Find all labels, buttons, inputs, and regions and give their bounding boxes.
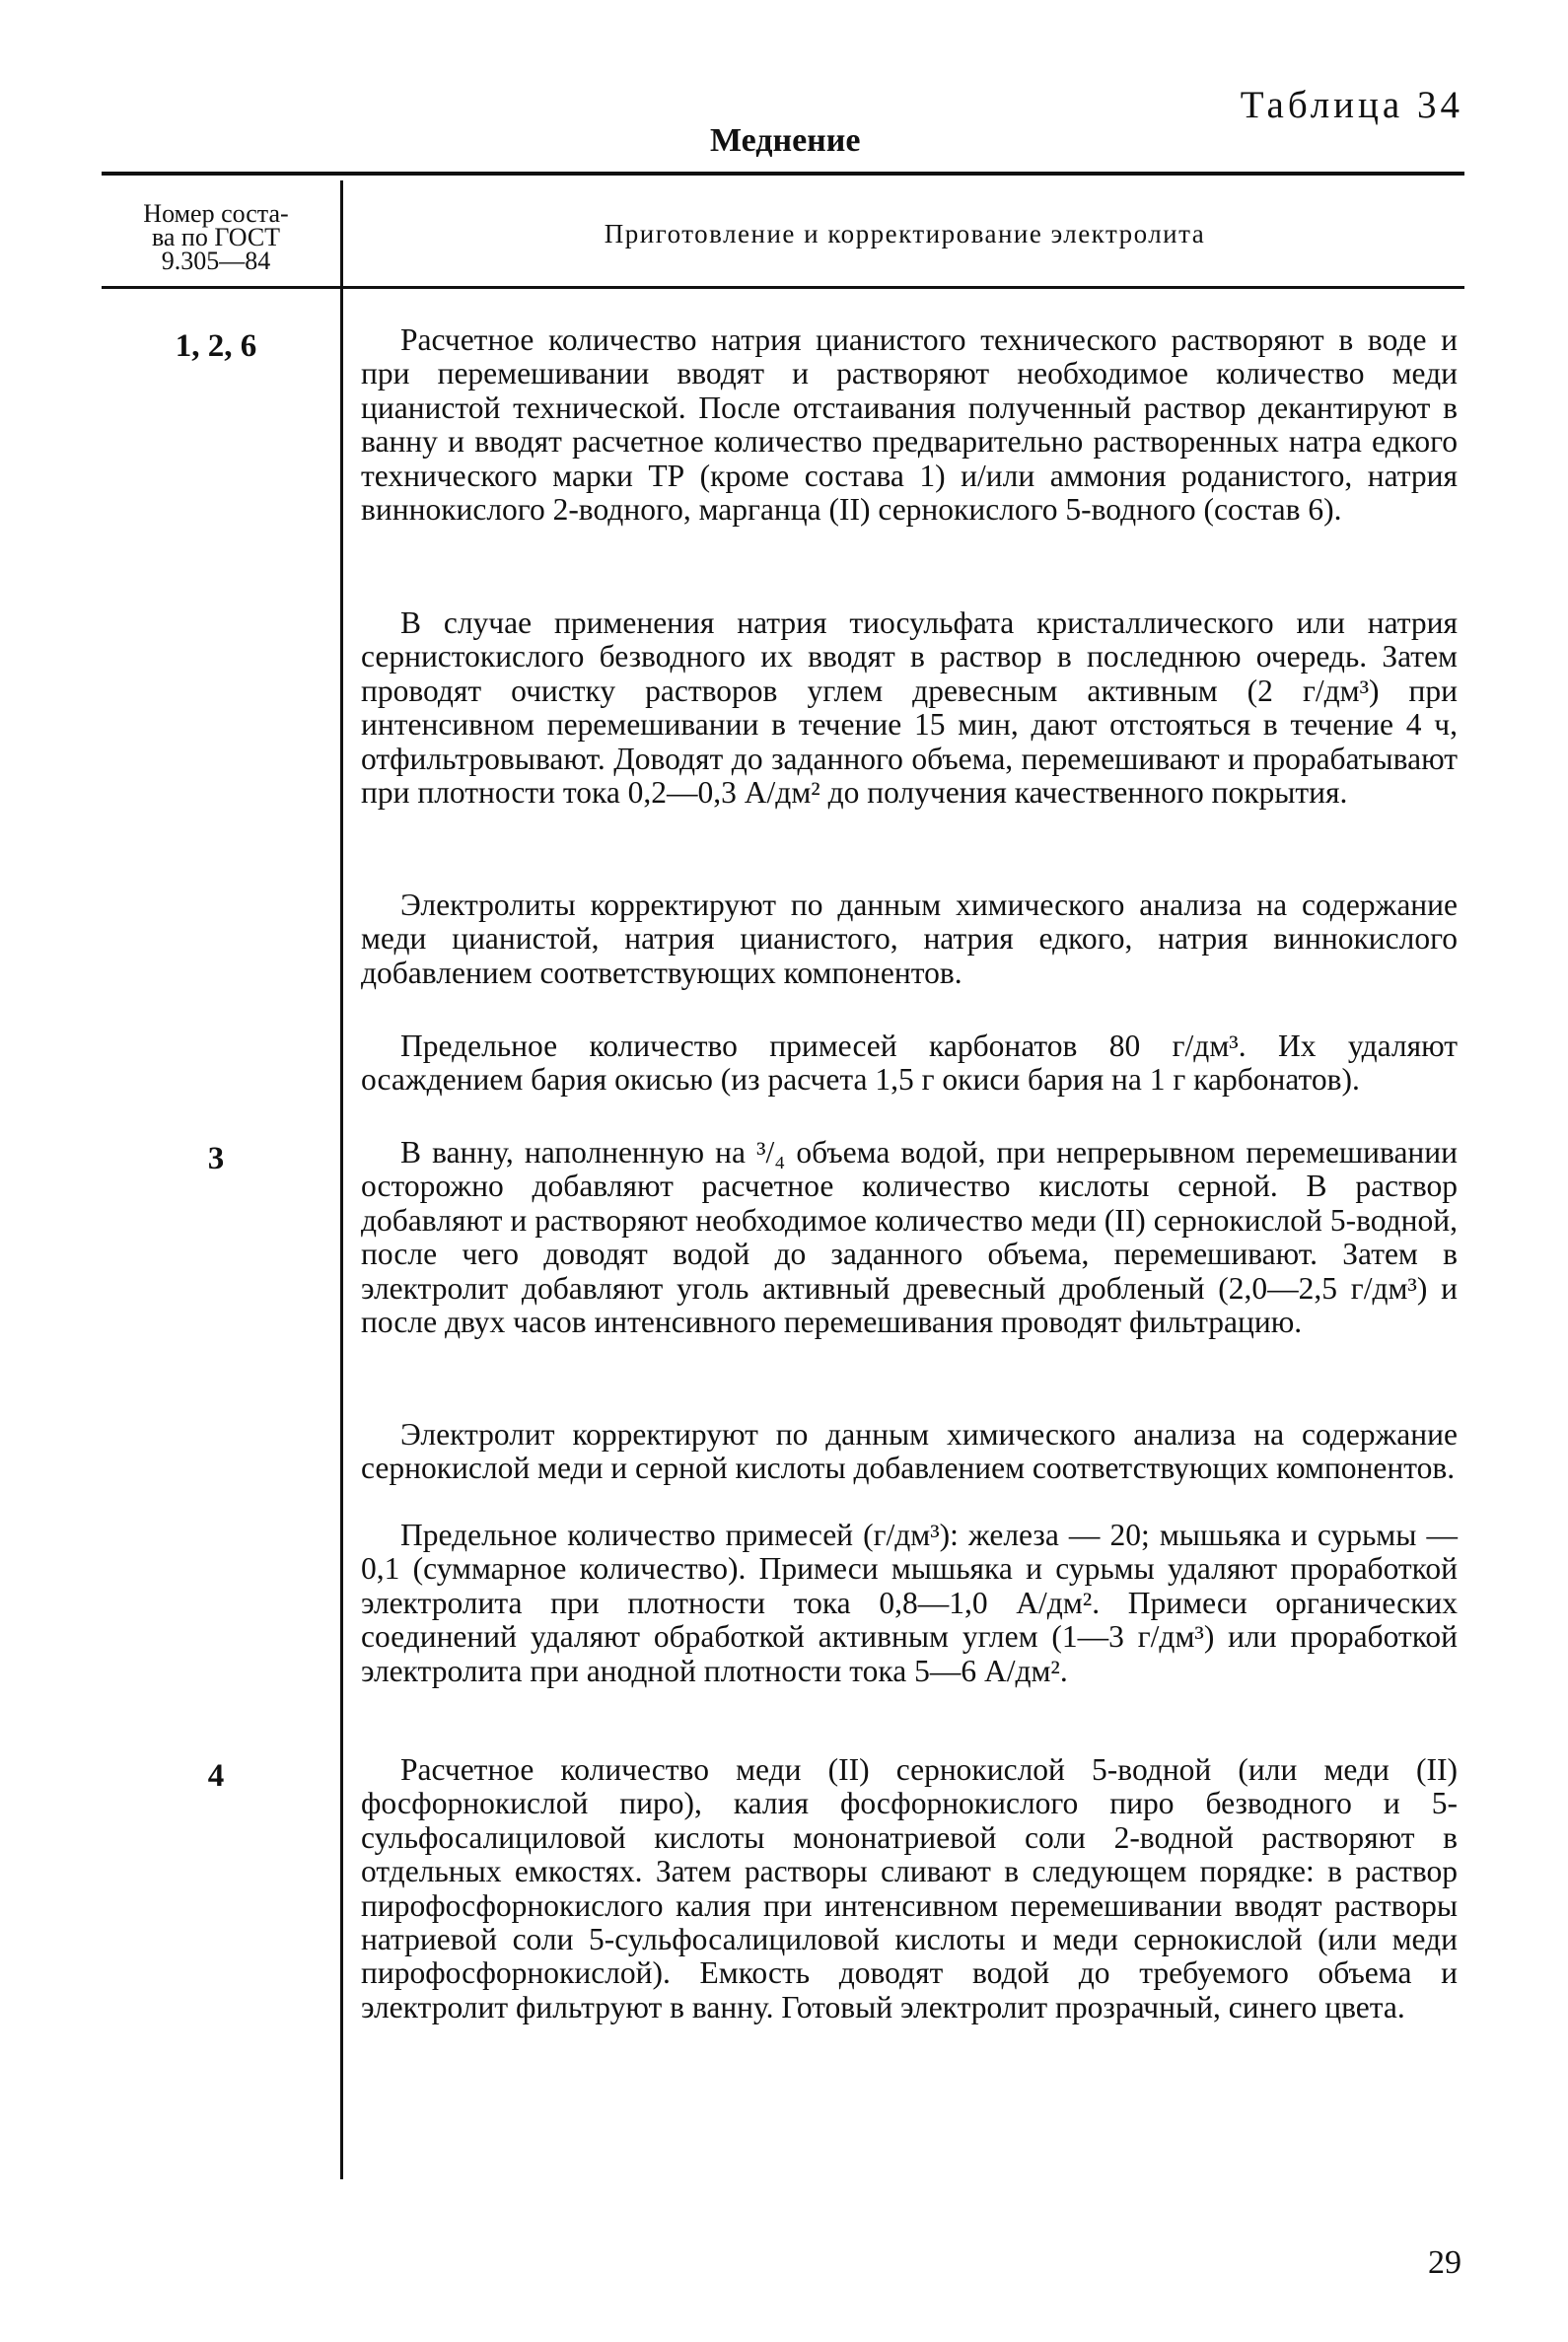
header-col-number-line: ва по ГОСТ — [151, 223, 281, 251]
paragraph: В ванну, наполненную на ³/₄ объема водой, при непрерывном перемешивании осторожно добавляют расчетное количество кислоты серной. В раствор добавляют и растворяют необходимое количество меди (II) сернокислой 5-водной, после чего доводят водой до заданного объема, перемешивают. Затем в электролит добавляют уголь активный древесный дробленый (2,0—2,5 г/дм³) и после двух часов интенсивного перемешивания проводят фильтрацию. — [361, 1135, 1458, 1340]
header-col-number-line: Номер соста- — [143, 199, 289, 228]
header-col-number — [104, 199, 328, 275]
header-col-number-line: 9.305—84 — [161, 247, 271, 275]
column-divider — [340, 180, 343, 2179]
paragraph: Расчетное количество натрия цианистого технического растворяют в воде и при перемешивании вводят и растворяют необходимое количество меди цианистой технической. После отстаивания полученный раствор декантируют в ванну и вводят расчетное количество предварительно растворенных натра едкого технического марки ТР (кроме состава 1) и/или аммония роданистого, натрия виннокислого 2-водного, марганца (II) сернокислого 5-водного (состав 6). — [361, 322, 1458, 528]
row-number: 3 — [207, 1141, 225, 1176]
paragraph: Предельное количество примесей карбонатов 80 г/дм³. Их удаляют осаждением бария окисью (из расчета 1,5 г окиси бария на 1 г карбонатов). — [361, 1029, 1458, 1098]
paragraph: Электролит корректируют по данным химического анализа на содержание сернокислой меди и серной кислоты добавлением соответствующих компонентов. — [361, 1417, 1458, 1486]
paragraph: В случае применения натрия тиосульфата кристаллического или натрия сернистокислого безводного их вводят в раствор в последнюю очередь. Затем проводят очистку растворов углем древесным активным (2 г/дм³) при интенсивном перемешивании в течение 15 мин, дают отстояться в течение 4 ч, отфильтровывают. Доводят до заданного объема, перемешивают и прорабатывают при плотности тока 0,2—0,3 А/дм² до получения качественного покрытия. — [361, 605, 1458, 811]
table-label: Таблица 34 — [1240, 84, 1463, 126]
header-col-preparation: Приготовление и корректирование электролита — [604, 219, 1206, 248]
page-number: 29 — [1428, 2244, 1461, 2281]
row-number: 4 — [207, 1758, 225, 1794]
paragraph: Расчетное количество меди (II) сернокислой 5-водной (или меди (II) фосфорнокислой пиро), калия фосфорнокислого пиро безводного и 5-сульфосалициловой кислоты мононатриевой соли 2-водной растворяют в отдельных емкостях. Затем растворы сливают в следующем порядке: в раствор пирофосфорнокислого калия при интенсивном перемешивании вводят растворы натриевой соли 5-сульфосалициловой кислоты и меди сернокислой (или меди пирофосфорнокислой). Емкость доводят водой до требуемого объема и электролит фильтруют в ванну. Готовый электролит прозрачный, синего цвета. — [361, 1752, 1458, 2024]
paragraph: Электролиты корректируют по данным химического анализа на содержание меди цианистой, натрия цианистого, натрия едкого, натрия виннокислого добавлением соответствующих компонентов. — [361, 887, 1458, 990]
paragraph: Предельное количество примесей (г/дм³): железа — 20; мышьяка и сурьмы — 0,1 (суммарное количество). Примеси мышьяка и сурьмы удаляют проработкой электролита при плотности тока 0,8—1,0 А/дм². Примеси органических соединений удаляют обработкой активным углем (1—3 г/дм³) или проработкой электролита при анодной плотности тока 5—6 А/дм². — [361, 1518, 1458, 1688]
top-rule — [102, 172, 1464, 176]
table-title: Меднение — [710, 122, 861, 159]
row-number: 1, 2, 6 — [175, 328, 257, 364]
header-bottom-rule — [102, 286, 1464, 289]
